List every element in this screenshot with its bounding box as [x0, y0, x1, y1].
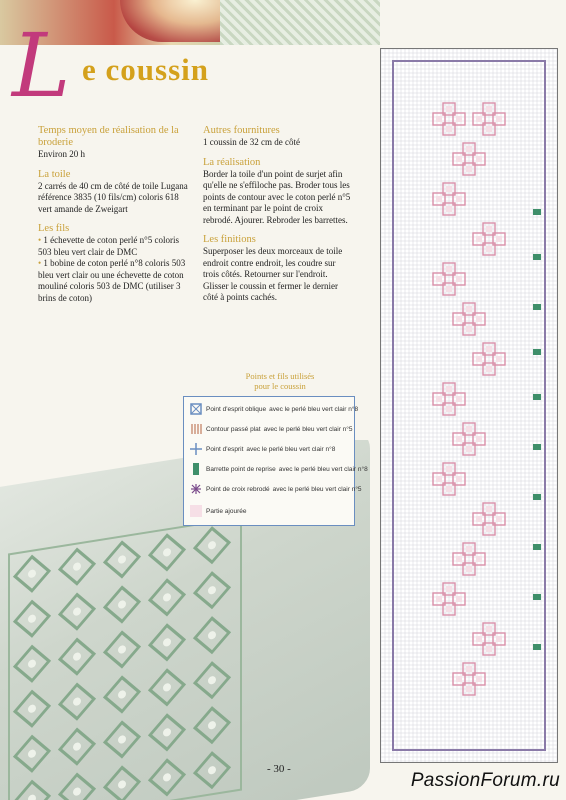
stitch-legend: [183, 396, 368, 526]
legend-item: Barrette point de reprise avec le perlé bleu vert clair n°8: [190, 462, 368, 476]
finitions-text: Superposer les deux morceaux de toile endroit contre endroit, les coudre sur trois côtés. Retourner sur l'endroit. Glisser le coussin et fermer le dernier côté à points cachés.: [203, 246, 343, 302]
legend-title: Points et fils utilisés pour le coussin: [245, 371, 315, 391]
embroidery-chart: [380, 48, 558, 763]
title-initial: L: [12, 14, 71, 117]
fils-item: • 1 échevette de coton perlé n°5 coloris 503 bleu vert clair de DMC: [38, 235, 179, 257]
watermark: PassionForum.ru: [410, 770, 560, 791]
woven-bar-icon: [190, 463, 202, 475]
fils-heading: Les fils: [38, 223, 70, 234]
fournitures-heading: Autres fournitures: [203, 125, 280, 136]
double-cross-icon: [190, 483, 202, 495]
legend-item: Point d'esprit avec le perlé bleu vert clair n°8: [190, 442, 335, 456]
legend-item: Partie ajourée: [190, 504, 249, 518]
page-title: e coussin: [82, 52, 209, 87]
cutwork-area-icon: [190, 505, 202, 517]
instructions-column: [203, 125, 351, 312]
toile-heading: La toile: [38, 168, 71, 180]
toile-text: 2 carrés de 40 cm de côté de toile Lugana référence 3835 (10 fils/cm) coloris 618 vert amande de Zweigart: [38, 180, 188, 214]
finitions-heading: Les finitions: [203, 234, 256, 245]
realisation-text: Border la toile d'un point de surjet afin qu'elle ne s'effiloche pas. Broder tous les points de contour avec le coton perlé n°5 en terminant par le point de croix rebrodé. Ajourer. Rebroder les barrettes.: [203, 168, 351, 225]
materials-column: [38, 125, 188, 312]
time-value: Environ 20 h: [38, 149, 85, 159]
satin-stitch-icon: [190, 423, 202, 435]
embroidery-pattern-image: [8, 516, 242, 800]
legend-item: Contour passé plat avec le perlé bleu vert clair n°5: [190, 422, 353, 436]
oblique-stitch-icon: [190, 403, 202, 415]
realisation-heading: La réalisation: [203, 156, 261, 168]
legend-item: Point d'esprit oblique avec le perlé bleu vert clair n°8: [190, 402, 358, 416]
fils-item: • 1 bobine de coton perlé n°8 coloris 503 bleu vert clair ou une échevette de coton mouliné coloris 503 de DMC (utiliser 3 brins de coton): [38, 258, 186, 303]
legend-item: Point de croix rebrodé avec le perlé bleu vert clair n°5: [190, 482, 362, 496]
embroidered-cloth-image: [220, 0, 380, 45]
cross-stitch-icon: [190, 443, 202, 455]
page-number: - 30 -: [267, 763, 291, 775]
time-heading: Temps moyen de réalisation de la broderie: [38, 125, 179, 148]
fournitures-text: 1 coussin de 32 cm de côté: [203, 137, 300, 147]
